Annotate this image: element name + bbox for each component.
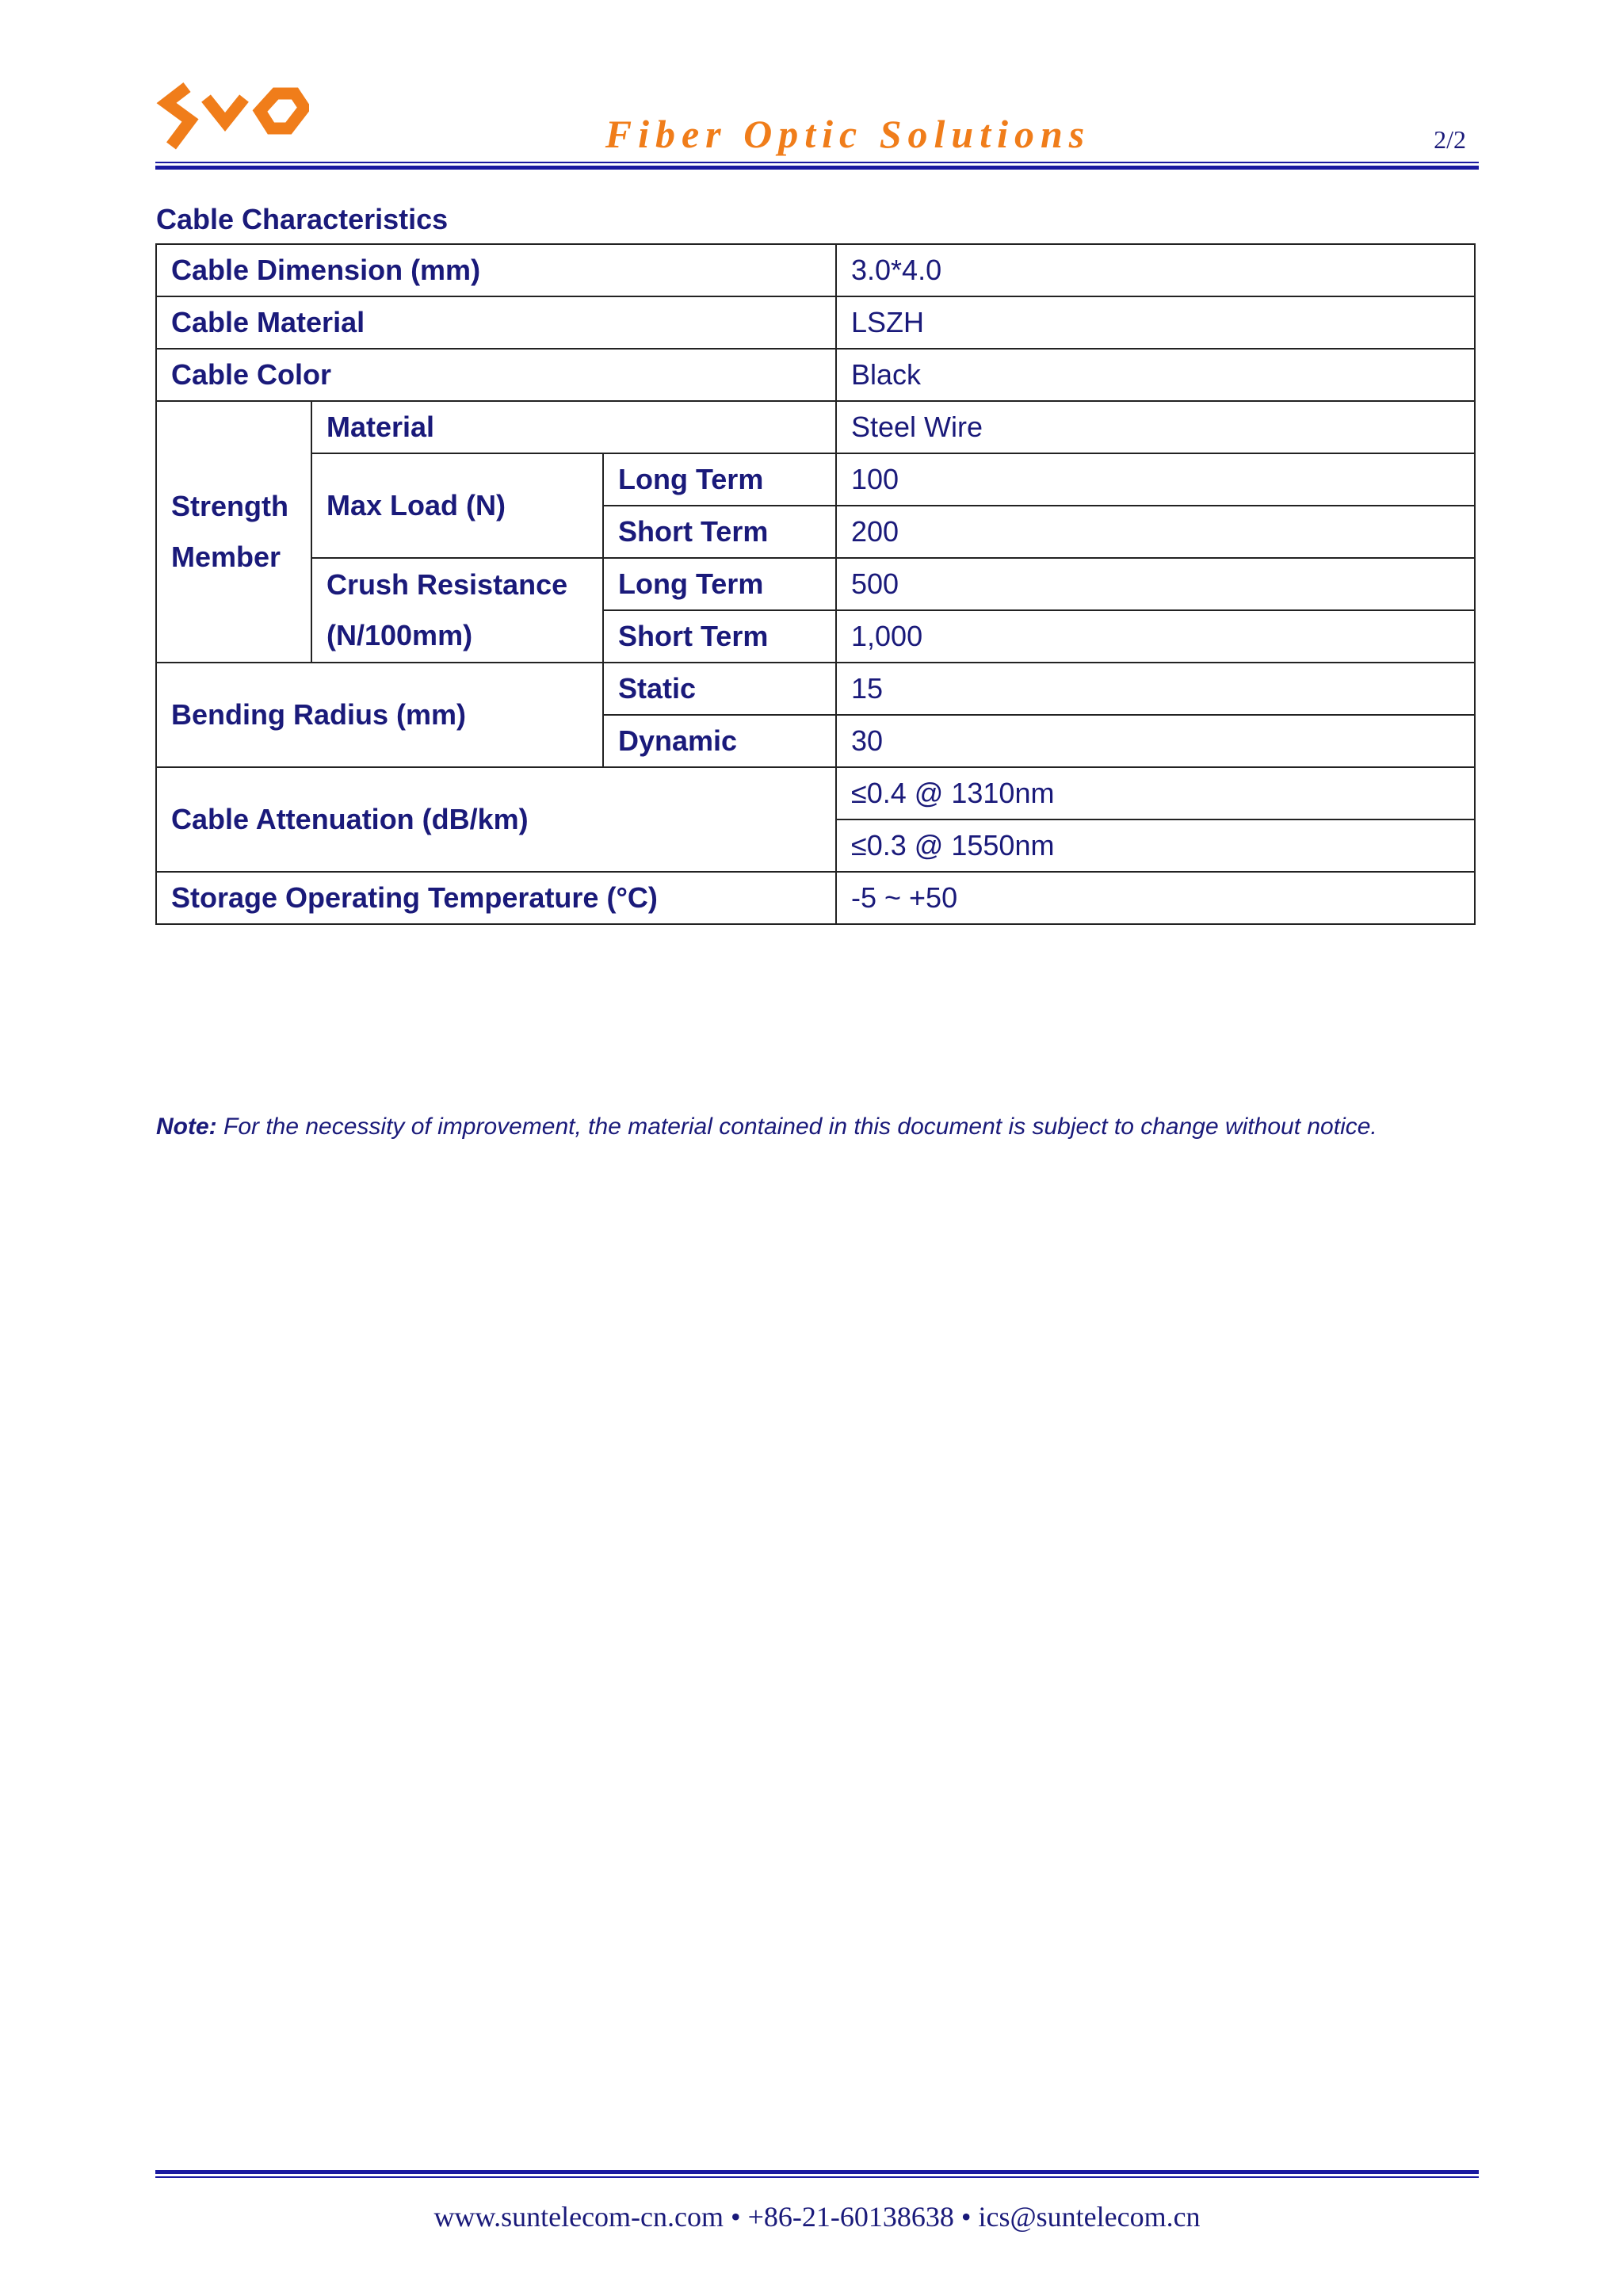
row-label: Cable Material: [156, 296, 836, 349]
strength-member-line2: Member: [171, 541, 281, 573]
sub-label: Long Term: [603, 453, 836, 506]
header-title: Fiber Optic Solutions: [605, 112, 1091, 156]
row-label: Cable Dimension (mm): [156, 244, 836, 296]
table-row: [156, 244, 1475, 296]
row-label: Storage Operating Temperature (°C): [156, 872, 836, 924]
page-number: 2/2: [1434, 125, 1466, 154]
table-row: [156, 767, 1475, 819]
row-value: ≤0.4 @ 1310nm: [836, 767, 1475, 819]
crush-resistance-label: [311, 558, 603, 663]
row-value: 1,000: [836, 610, 1475, 663]
sub-label: Short Term: [603, 506, 836, 558]
table-row: [156, 296, 1475, 349]
strength-member-line1: Strength: [171, 490, 288, 522]
row-value: 15: [836, 663, 1475, 715]
row-value: 200: [836, 506, 1475, 558]
table-row: [156, 872, 1475, 924]
table-row: [156, 401, 1475, 453]
sub-label: Static: [603, 663, 836, 715]
footer-rule-thin: [155, 2176, 1479, 2178]
row-value: 30: [836, 715, 1475, 767]
row-label: Material: [311, 401, 836, 453]
attenuation-label: Cable Attenuation (dB/km): [156, 767, 836, 872]
header-rule-thick: [155, 166, 1479, 170]
crush-line2: (N/100mm): [327, 619, 473, 651]
footer-contact: www.suntelecom-cn.com • +86-21-60138638 • ics@suntelecom.cn: [433, 2201, 1201, 2233]
table-row: [156, 663, 1475, 715]
table-row: [156, 349, 1475, 401]
row-value: 100: [836, 453, 1475, 506]
section-title: Cable Characteristics: [156, 203, 449, 235]
footer-rule-thick: [155, 2170, 1479, 2174]
max-load-label: Max Load (N): [311, 453, 603, 558]
cable-characteristics-table: [155, 243, 1476, 925]
sub-label: Dynamic: [603, 715, 836, 767]
row-value: ≤0.3 @ 1550nm: [836, 819, 1475, 872]
row-value: -5 ~ +50: [836, 872, 1475, 924]
row-value: 3.0*4.0: [836, 244, 1475, 296]
company-logo: [155, 79, 309, 152]
table-row: [156, 453, 1475, 506]
sub-label: Long Term: [603, 558, 836, 610]
row-label: Cable Color: [156, 349, 836, 401]
row-value: Black: [836, 349, 1475, 401]
table-row: [156, 558, 1475, 610]
bending-radius-label: Bending Radius (mm): [156, 663, 603, 767]
disclaimer-note: [156, 1114, 1377, 1140]
row-value: Steel Wire: [836, 401, 1475, 453]
crush-line1: Crush Resistance: [327, 568, 568, 601]
strength-member-label: [156, 401, 311, 663]
header-rule-thin: [155, 162, 1479, 163]
row-value: LSZH: [836, 296, 1475, 349]
sub-label: Short Term: [603, 610, 836, 663]
note-label: Note:: [156, 1114, 217, 1140]
note-text: For the necessity of improvement, the material contained in this document is subject to change without notice.: [216, 1114, 1377, 1140]
row-value: 500: [836, 558, 1475, 610]
